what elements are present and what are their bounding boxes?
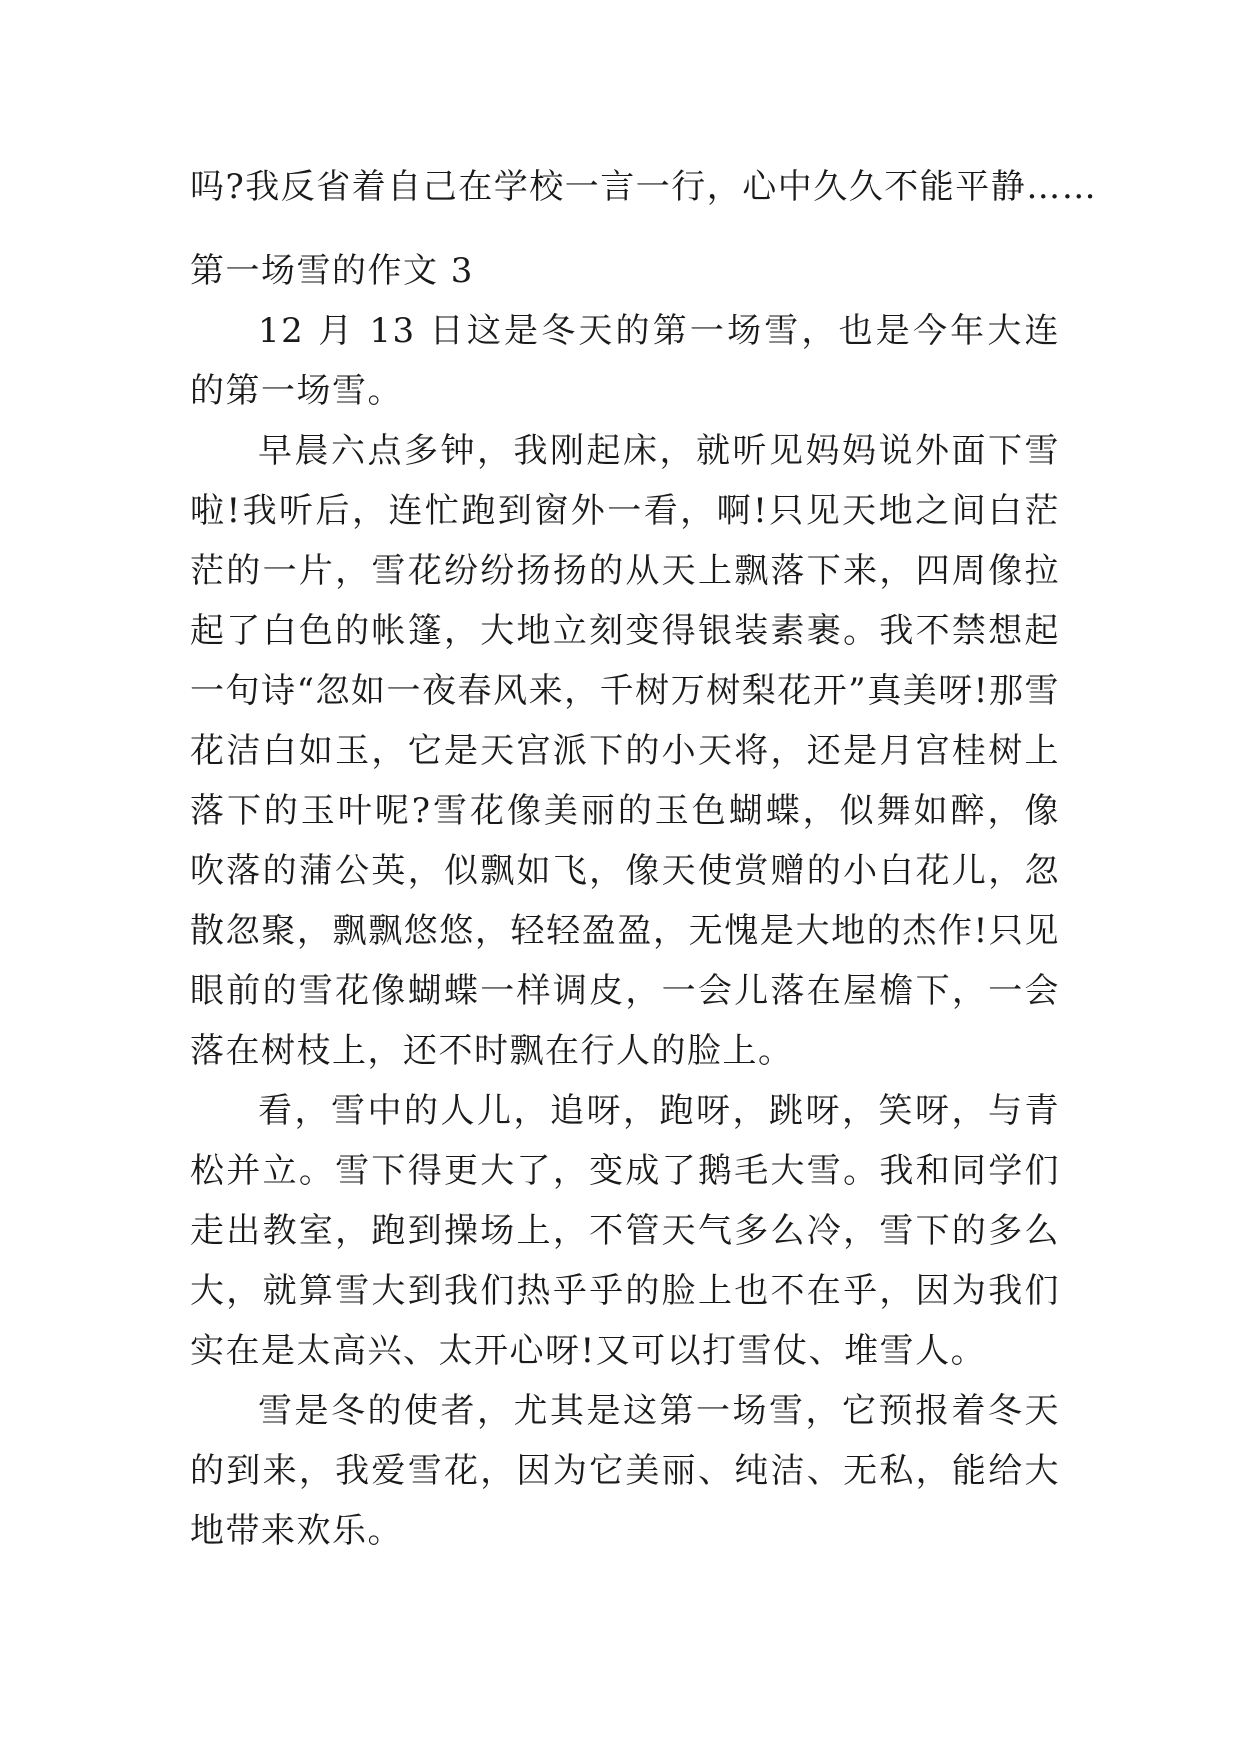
essay-heading: 第一场雪的作文 3 xyxy=(190,251,474,291)
paragraph-4: 雪是冬的使者，尤其是这第一场雪，它预报着冬天的到来，我爱雪花，因为它美丽、纯洁、无私，能给大地带来欢乐。 xyxy=(190,1391,1060,1551)
paragraph-1: 12 月 13 日这是冬天的第一场雪，也是今年大连的第一场雪。 xyxy=(190,311,1060,411)
continuation-line: 吗?我反省着自己在学校一言一行，心中久久不能平静…… xyxy=(190,167,1098,207)
paragraph-2: 早晨六点多钟，我刚起床，就听见妈妈说外面下雪啦!我听后，连忙跑到窗外一看，啊!只见天地之间白茫茫的一片，雪花纷纷扬扬的从天上飘落下来，四周像拉起了白色的帐篷，大地立刻变得银装素裹。我不禁想起一句诗“忽如一夜春风来，千树万树梨花开”真美呀!那雪花洁白如玉，它是天宫派下的小天将，还是月宫桂树上落下的玉叶呢?雪花像美丽的玉色蝴蝶，似舞如醉，像吹落的蒲公英，似飘如飞，像天使赏赠的小白花儿，忽散忽聚，飘飘悠悠，轻轻盈盈，无愧是大地的杰作!只见眼前的雪花像蝴蝶一样调皮，一会儿落在屋檐下，一会落在树枝上，还不时飘在行人的脸上。 xyxy=(190,431,1060,1071)
document-body xyxy=(190,157,1098,1561)
paragraph-3: 看，雪中的人儿，追呀，跑呀，跳呀，笑呀，与青松并立。雪下得更大了，变成了鹅毛大雪。我和同学们走出教室，跑到操场上，不管天气多么冷，雪下的多么大，就算雪大到我们热乎乎的脸上也不在乎，因为我们实在是太高兴、太开心呀!又可以打雪仗、堆雪人。 xyxy=(190,1091,1060,1371)
